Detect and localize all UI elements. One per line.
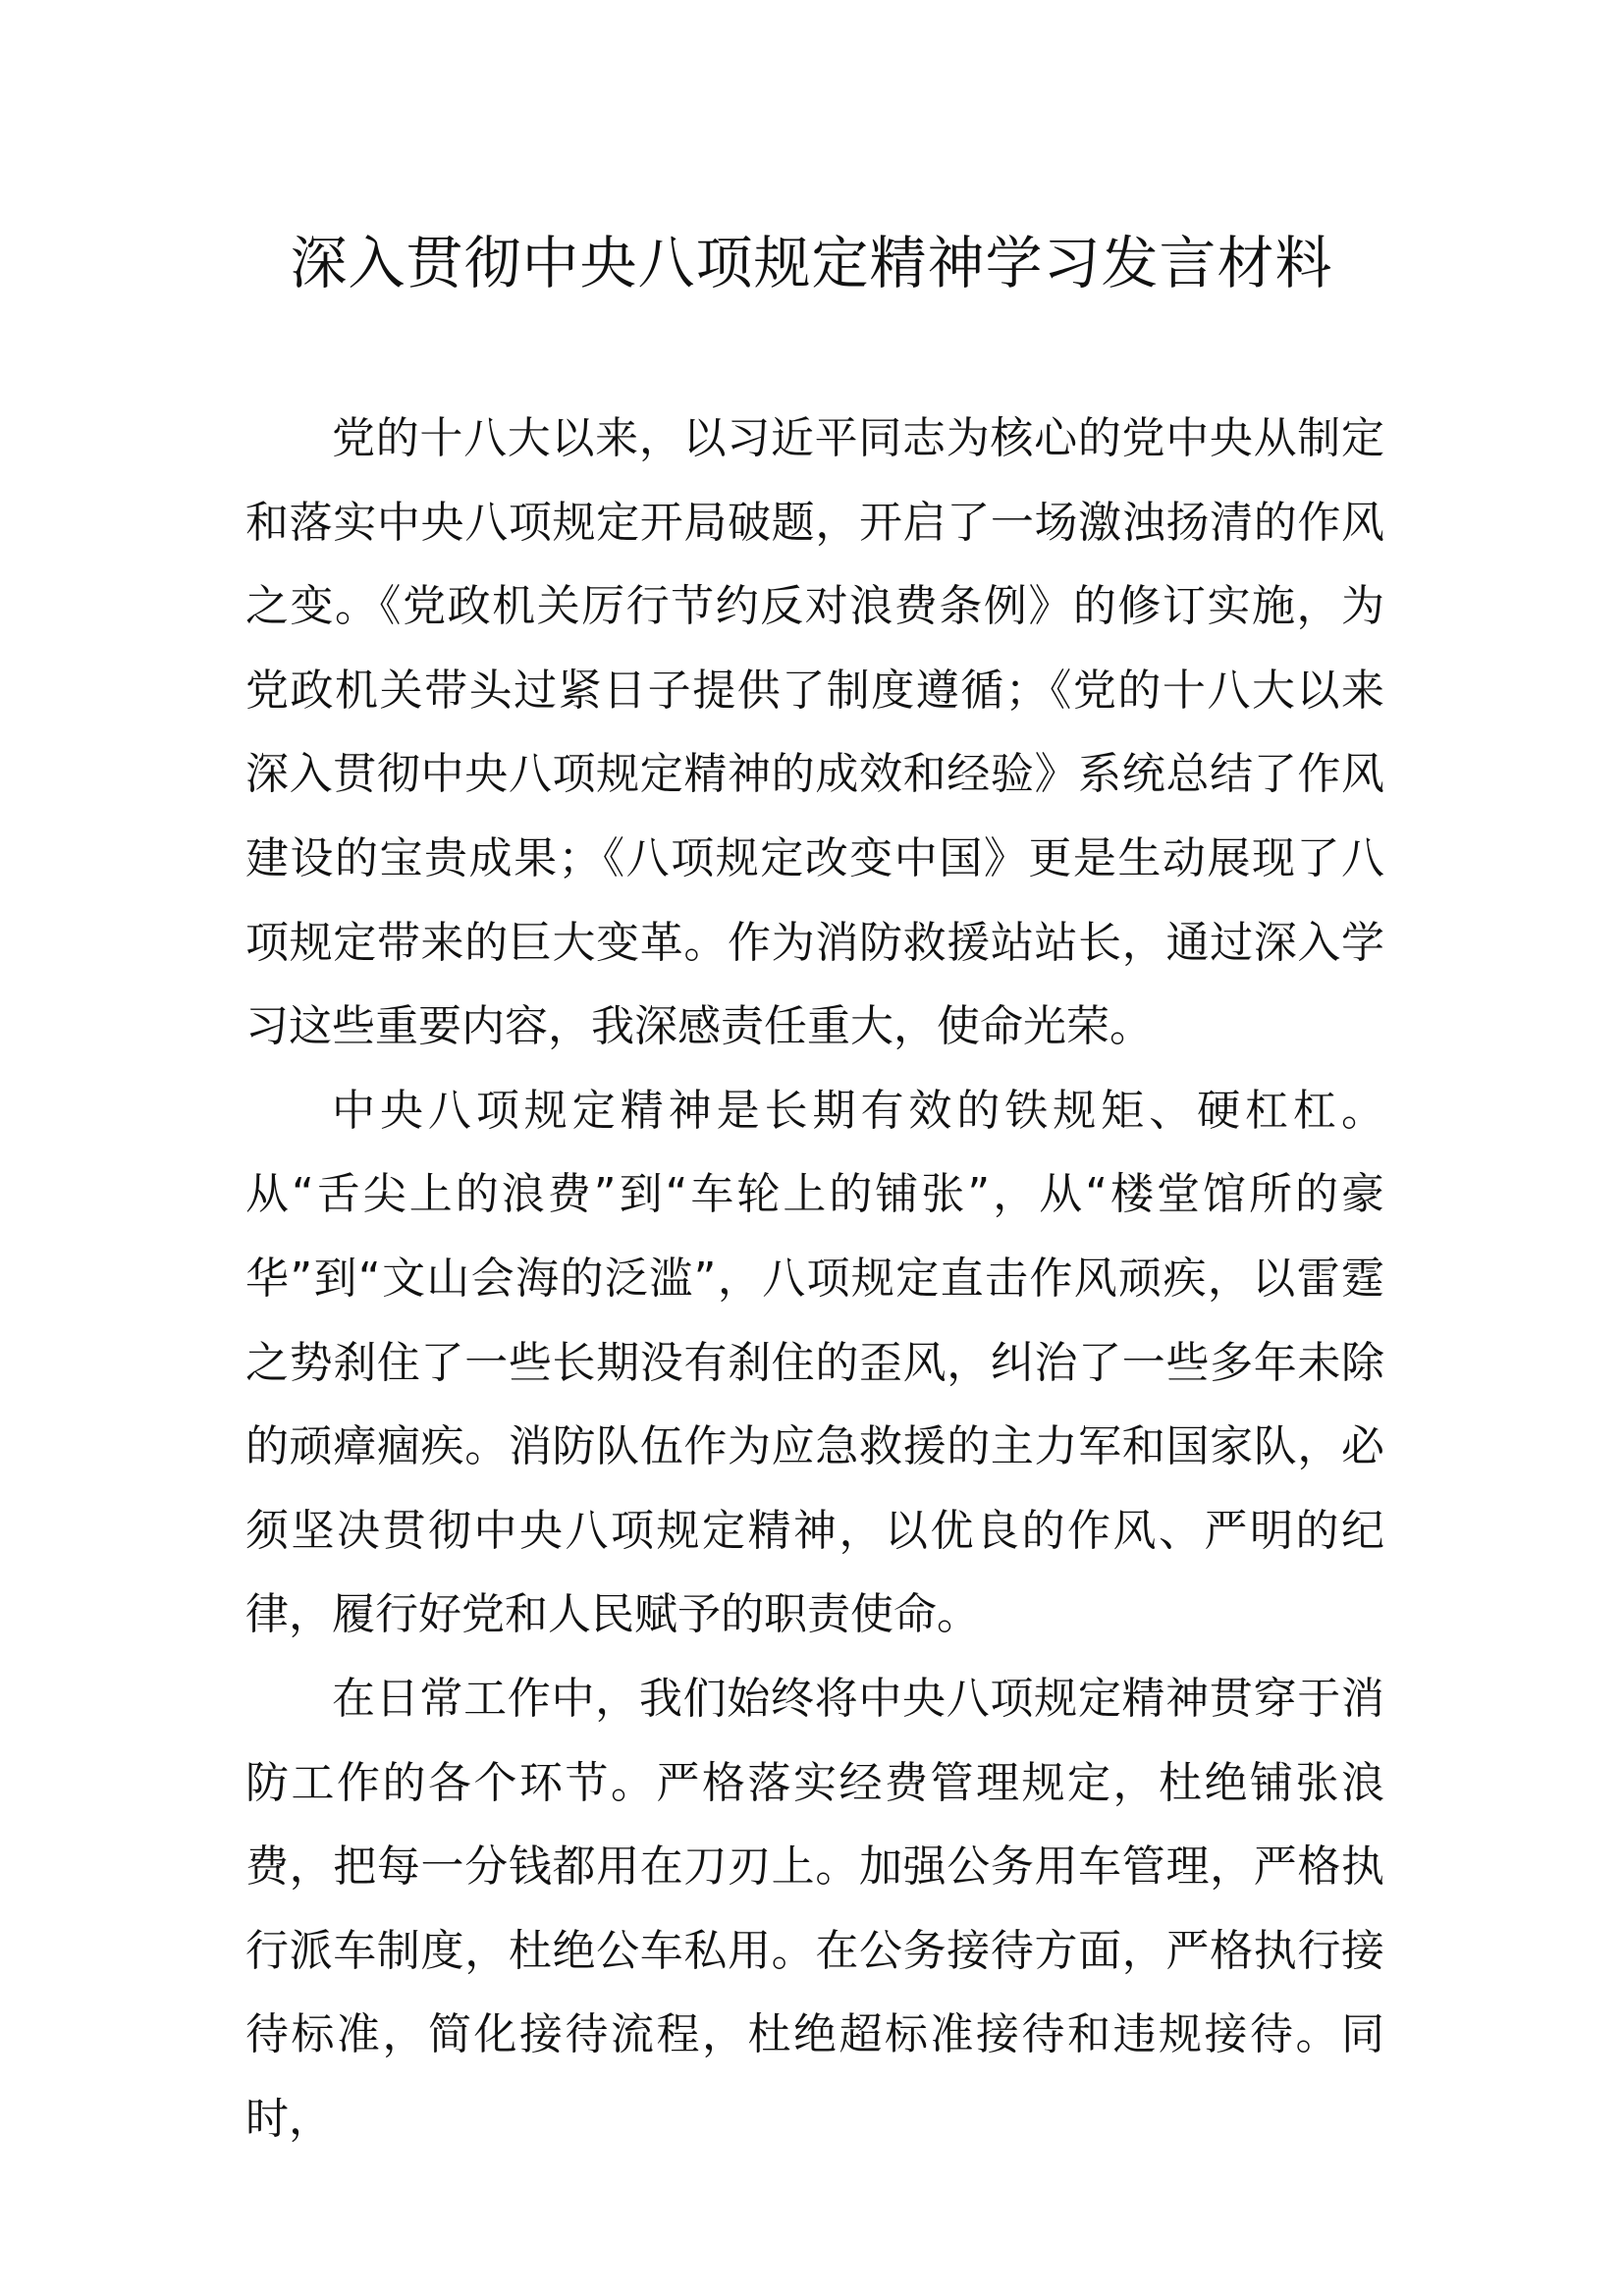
paragraph-3: 在日常工作中，我们始终将中央八项规定精神贯穿于消防工作的各个环节。严格落实经费管理规定，杜绝铺张浪费，把每一分钱都用在刀刃上。加强公务用车管理，严格执行派车制度，杜绝公车私用。在公务接待方面，严格执行接待标准，简化接待流程，杜绝超标准接待和违规接待。同时， (245, 1673, 1384, 2144)
paragraph-2: 中央八项规定精神是长期有效的铁规矩、硬杠杠。从“舌尖上的浪费”到“车轮上的铺张”，从“楼堂馆所的豪华”到“文山会海的泛滥”，八项规定直击作风顽疾，以雷霆之势刹住了一些长期没有刹住的歪风，纠治了一些多年未除的顽瘴痼疾。消防队伍作为应急救援的主力军和国家队，必须坚决贯彻中央八项规定精神，以优良的作风、严明的纪律，履行好党和人民赋予的职责使命。 (245, 1085, 1384, 1640)
paragraph-1: 党的十八大以来，以习近平同志为核心的党中央从制定和落实中央八项规定开局破题，开启了一场激浊扬清的作风之变。《党政机关厉行节约反对浪费条例》的修订实施，为党政机关带头过紧日子提供了制度遵循；《党的十八大以来深入贯彻中央八项规定精神的成效和经验》系统总结了作风建设的宝贵成果；《八项规定改变中国》更是生动展现了八项规定带来的巨大变革。作为消防救援站站长，通过深入学习这些重要内容，我深感责任重大，使命光荣。 (245, 413, 1384, 1052)
document-body (245, 397, 1384, 2161)
document-title: 深入贯彻中央八项规定精神学习发言材料 (290, 230, 1333, 296)
